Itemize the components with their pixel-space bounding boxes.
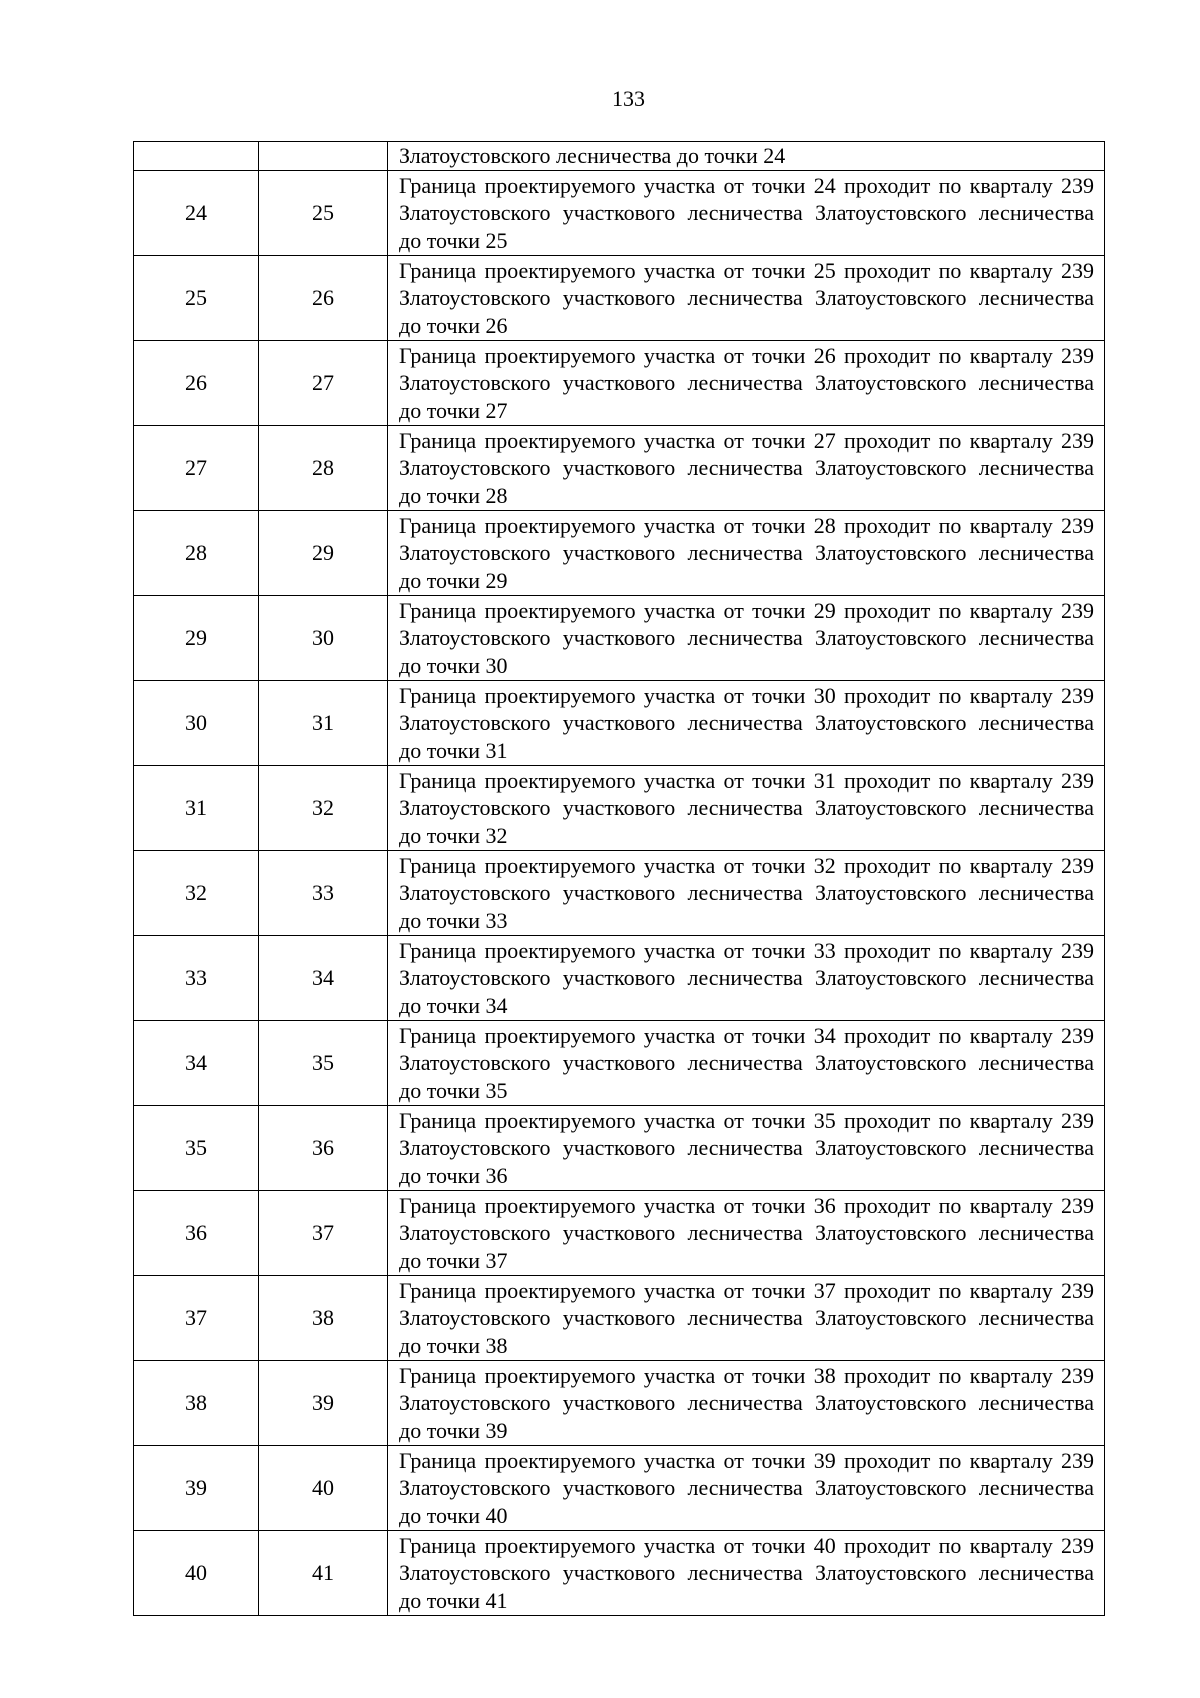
to-point-cell: 25 [259, 171, 388, 256]
description-cell: Граница проектируемого участка от точки 37 проходит по кварталу 239 Златоустовского участкового лесничества Златоустовского лесничества до точки 38 [388, 1276, 1105, 1361]
from-point-cell: 37 [134, 1276, 259, 1361]
table-row-continued [134, 142, 1105, 171]
boundary-table [133, 141, 1105, 1616]
description-cell: Граница проектируемого участка от точки 40 проходит по кварталу 239 Златоустовского участкового лесничества Златоустовского лесничества до точки 41 [388, 1531, 1105, 1616]
description-cell: Граница проектируемого участка от точки 39 проходит по кварталу 239 Златоустовского участкового лесничества Златоустовского лесничества до точки 40 [388, 1446, 1105, 1531]
description-cell: Граница проектируемого участка от точки 31 проходит по кварталу 239 Златоустовского участкового лесничества Златоустовского лесничества до точки 32 [388, 766, 1105, 851]
to-point-cell: 37 [259, 1191, 388, 1276]
to-point-cell: 38 [259, 1276, 388, 1361]
table-row [134, 851, 1105, 936]
to-point-cell: 33 [259, 851, 388, 936]
table-row [134, 171, 1105, 256]
from-point-cell: 40 [134, 1531, 259, 1616]
from-point-cell: 36 [134, 1191, 259, 1276]
page-number: 133 [612, 86, 645, 111]
description-cell: Граница проектируемого участка от точки 30 проходит по кварталу 239 Златоустовского участкового лесничества Златоустовского лесничества до точки 31 [388, 681, 1105, 766]
from-point-cell: 24 [134, 171, 259, 256]
description-cell: Граница проектируемого участка от точки 32 проходит по кварталу 239 Златоустовского участкового лесничества Златоустовского лесничества до точки 33 [388, 851, 1105, 936]
to-point-cell: 40 [259, 1446, 388, 1531]
table-row [134, 1361, 1105, 1446]
from-point-cell: 35 [134, 1106, 259, 1191]
description-cell: Граница проектируемого участка от точки 27 проходит по кварталу 239 Златоустовского участкового лесничества Златоустовского лесничества до точки 28 [388, 426, 1105, 511]
description-cell: Граница проектируемого участка от точки 25 проходит по кварталу 239 Златоустовского участкового лесничества Златоустовского лесничества до точки 26 [388, 256, 1105, 341]
table-row [134, 1276, 1105, 1361]
to-point-cell: 26 [259, 256, 388, 341]
description-cell: Граница проектируемого участка от точки 36 проходит по кварталу 239 Златоустовского участкового лесничества Златоустовского лесничества до точки 37 [388, 1191, 1105, 1276]
description-cell: Граница проектируемого участка от точки 38 проходит по кварталу 239 Златоустовского участкового лесничества Златоустовского лесничества до точки 39 [388, 1361, 1105, 1446]
to-point-cell: 34 [259, 936, 388, 1021]
to-point-cell: 39 [259, 1361, 388, 1446]
from-point-cell: 27 [134, 426, 259, 511]
from-point-cell: 38 [134, 1361, 259, 1446]
boundary-table-body [134, 142, 1105, 1616]
from-point-cell: 31 [134, 766, 259, 851]
from-point-cell: 26 [134, 341, 259, 426]
description-cell: Граница проектируемого участка от точки 29 проходит по кварталу 239 Златоустовского участкового лесничества Златоустовского лесничества до точки 30 [388, 596, 1105, 681]
table-row [134, 1531, 1105, 1616]
to-point-cell: 36 [259, 1106, 388, 1191]
table-row [134, 426, 1105, 511]
table-row [134, 1446, 1105, 1531]
description-cell: Граница проектируемого участка от точки 35 проходит по кварталу 239 Златоустовского участкового лесничества Златоустовского лесничества до точки 36 [388, 1106, 1105, 1191]
from-point-cell [134, 142, 259, 171]
to-point-cell: 29 [259, 511, 388, 596]
description-cell: Граница проектируемого участка от точки 24 проходит по кварталу 239 Златоустовского участкового лесничества Златоустовского лесничества до точки 25 [388, 171, 1105, 256]
table-row [134, 511, 1105, 596]
to-point-cell: 35 [259, 1021, 388, 1106]
to-point-cell: 41 [259, 1531, 388, 1616]
table-row [134, 1106, 1105, 1191]
description-cell: Златоустовского лесничества до точки 24 [388, 142, 1105, 171]
from-point-cell: 33 [134, 936, 259, 1021]
from-point-cell: 29 [134, 596, 259, 681]
from-point-cell: 39 [134, 1446, 259, 1531]
to-point-cell [259, 142, 388, 171]
from-point-cell: 30 [134, 681, 259, 766]
from-point-cell: 25 [134, 256, 259, 341]
table-row [134, 1021, 1105, 1106]
description-cell: Граница проектируемого участка от точки 34 проходит по кварталу 239 Златоустовского участкового лесничества Златоустовского лесничества до точки 35 [388, 1021, 1105, 1106]
to-point-cell: 30 [259, 596, 388, 681]
table-row [134, 766, 1105, 851]
from-point-cell: 34 [134, 1021, 259, 1106]
table-row [134, 341, 1105, 426]
to-point-cell: 32 [259, 766, 388, 851]
description-cell: Граница проектируемого участка от точки 26 проходит по кварталу 239 Златоустовского участкового лесничества Златоустовского лесничества до точки 27 [388, 341, 1105, 426]
table-row [134, 681, 1105, 766]
description-cell: Граница проектируемого участка от точки 28 проходит по кварталу 239 Златоустовского участкового лесничества Златоустовского лесничества до точки 29 [388, 511, 1105, 596]
to-point-cell: 31 [259, 681, 388, 766]
from-point-cell: 32 [134, 851, 259, 936]
table-row [134, 1191, 1105, 1276]
to-point-cell: 28 [259, 426, 388, 511]
table-row [134, 256, 1105, 341]
table-row [134, 936, 1105, 1021]
to-point-cell: 27 [259, 341, 388, 426]
table-row [134, 596, 1105, 681]
description-cell: Граница проектируемого участка от точки 33 проходит по кварталу 239 Златоустовского участкового лесничества Златоустовского лесничества до точки 34 [388, 936, 1105, 1021]
from-point-cell: 28 [134, 511, 259, 596]
